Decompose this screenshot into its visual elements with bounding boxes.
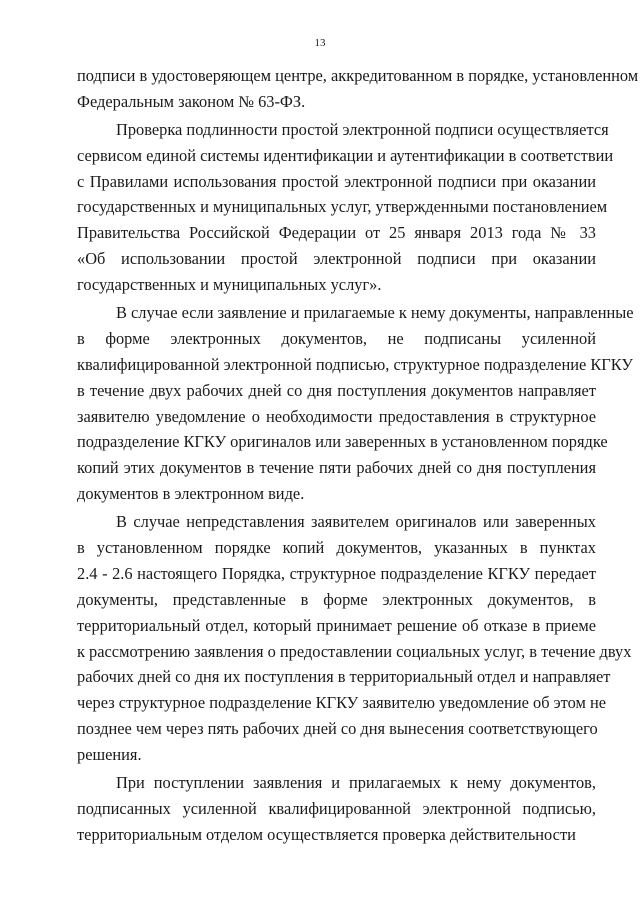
text-line: сервисом единой системы идентификации и аутентификации в соответствии [77,145,614,165]
text-line: подразделение КГКУ оригиналов или заверенных в установленном порядке [77,432,608,452]
text-line: При поступлении заявления и прилагаемых к нему документов, [116,773,596,793]
paragraph [77,63,639,115]
text-line: решения. [77,745,142,765]
text-line: к рассмотрению заявления о предоставлении социальных услуг, в течение двух [77,641,632,661]
text-line: через структурное подразделение КГКУ заявителю уведомление об этом не [77,693,607,713]
text-line: Правительства Российской Федерации от 25 января 2013 года № 33 [77,223,596,243]
text-line: территориальным отделом осуществляется проверка действительности [77,824,576,844]
text-line: В случае непредставления заявителем оригиналов или заверенных [116,512,596,532]
paragraph [77,509,632,768]
text-line: позднее чем через пять рабочих дней со дня вынесения соответствующего [77,719,598,739]
text-line: государственных и муниципальных услуг». [77,275,382,295]
text-line: документов в электронном виде. [77,484,305,504]
paragraph [77,117,614,298]
text-line: в форме электронных документов, не подписаны усиленной [77,328,596,348]
text-line: «Об использовании простой электронной подписи при оказании [77,249,596,269]
text-line: с Правилами использования простой электронной подписи при оказании [77,171,596,191]
text-line: территориальный отдел, который принимает решение об отказе в приеме [77,615,596,635]
document-body [77,63,639,848]
paragraph [77,300,634,507]
text-line: заявителю уведомление о необходимости предоставления в структурное [77,406,596,426]
text-line: 2.4 - 2.6 настоящего Порядка, структурное подразделение КГКУ передает [77,563,596,583]
text-line: рабочих дней со дня их поступления в территориальный отдел и направляет [77,667,611,687]
text-line: копий этих документов в течение пяти рабочих дней со дня поступления [77,458,596,478]
text-line: подписанных усиленной квалифицированной электронной подписью, [77,798,596,818]
text-line: в течение двух рабочих дней со дня поступления документов направляет [77,380,596,400]
text-line: Федеральным законом № 63-ФЗ. [77,91,306,111]
text-line: В случае если заявление и прилагаемые к нему документы, направленные [116,303,634,323]
paragraph [77,770,596,848]
text-line: документы, представленные в форме электронных документов, в [77,589,596,609]
text-line: в установленном порядке копий документов, указанных в пунктах [77,538,596,558]
text-line: государственных и муниципальных услуг, утвержденными постановлением [77,197,608,217]
text-line: Проверка подлинности простой электронной подписи осуществляется [116,119,609,139]
text-line: подписи в удостоверяющем центре, аккредитованном в порядке, установленном [77,66,639,85]
text-line: квалифицированной электронной подписью, структурное подразделение КГКУ [77,354,633,374]
page-number: 13 [314,37,326,49]
